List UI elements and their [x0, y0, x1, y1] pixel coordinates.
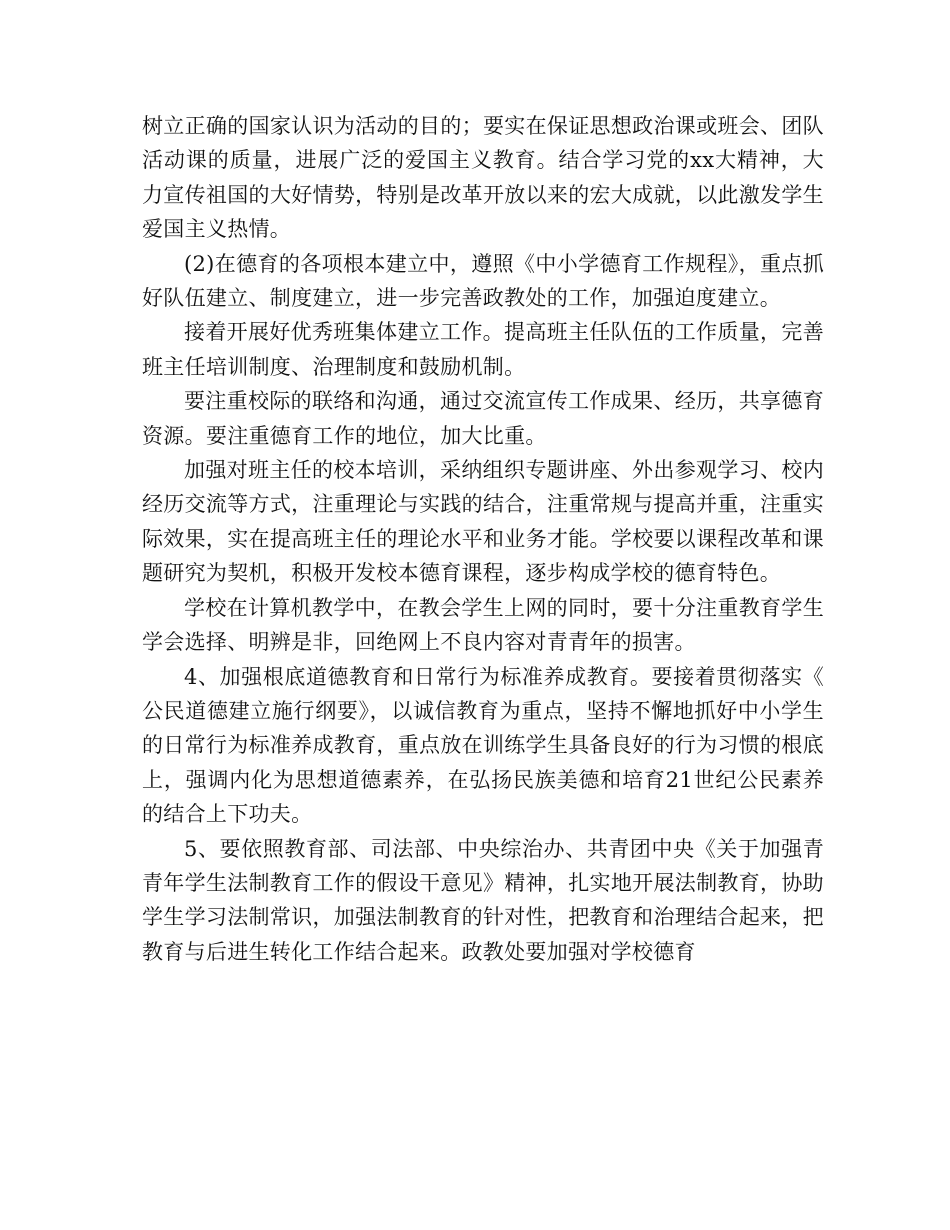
- paragraph-4: 要注重校际的联络和沟通，通过交流宣传工作成果、经历，共享德育资源。要注重德育工作的地位，加大比重。: [142, 389, 824, 448]
- paragraph-5: 加强对班主任的校本培训，采纳组织专题讲座、外出参观学习、校内经历交流等方式，注重理论与实践的结合，注重常规与提高并重，注重实际效果，实在提高班主任的理论水平和业务才能。学校要以课程改革和课题研究为契机，积极开发校本德育课程，逐步构成学校的德育特色。: [142, 458, 824, 586]
- document-body: [142, 109, 824, 969]
- paragraph-6: 学校在计算机教学中，在教会学生上网的同时，要十分注重教育学生学会选择、明辨是非，回绝网上不良内容对青青年的损害。: [142, 595, 824, 655]
- paragraph-2: (2)在德育的各项根本建立中，遵照《中小学德育工作规程》，重点抓好队伍建立、制度建立，进一步完善政教处的工作，加强迫度建立。: [142, 251, 824, 311]
- paragraph-1: 树立正确的国家认识为活动的目的；要实在保证思想政治课或班会、团队活动课的质量，进展广泛的爱国主义教育。结合学习党的xx大精神，大力宣传祖国的大好情势，特别是改革开放以来的宏大成就，以此激发学生爱国主义热情。: [142, 114, 824, 242]
- paragraph-8: 5、要依照教育部、司法部、中央综治办、共青团中央《关于加强青青年学生法制教育工作的假设干意见》精神，扎实地开展法制教育，协助学生学习法制常识，加强法制教育的针对性，把教育和治理结合起来，把教育与后进生转化工作结合起来。政教处要加强对学校德育: [142, 836, 824, 964]
- paragraph-3: 接着开展好优秀班集体建立工作。提高班主任队伍的工作质量，完善班主任培训制度、治理制度和鼓励机制。: [142, 320, 824, 379]
- paragraph-7: 4、加强根底道德教育和日常行为标准养成教育。要接着贯彻落实《公民道德建立施行纲要》，以诚信教育为重点，坚持不懈地抓好中小学生的日常行为标准养成教育，重点放在训练学生具备良好的行为习惯的根底上，强调内化为思想道德素养，在弘扬民族美德和培育21世纪公民素养的结合上下功夫。: [142, 664, 824, 827]
